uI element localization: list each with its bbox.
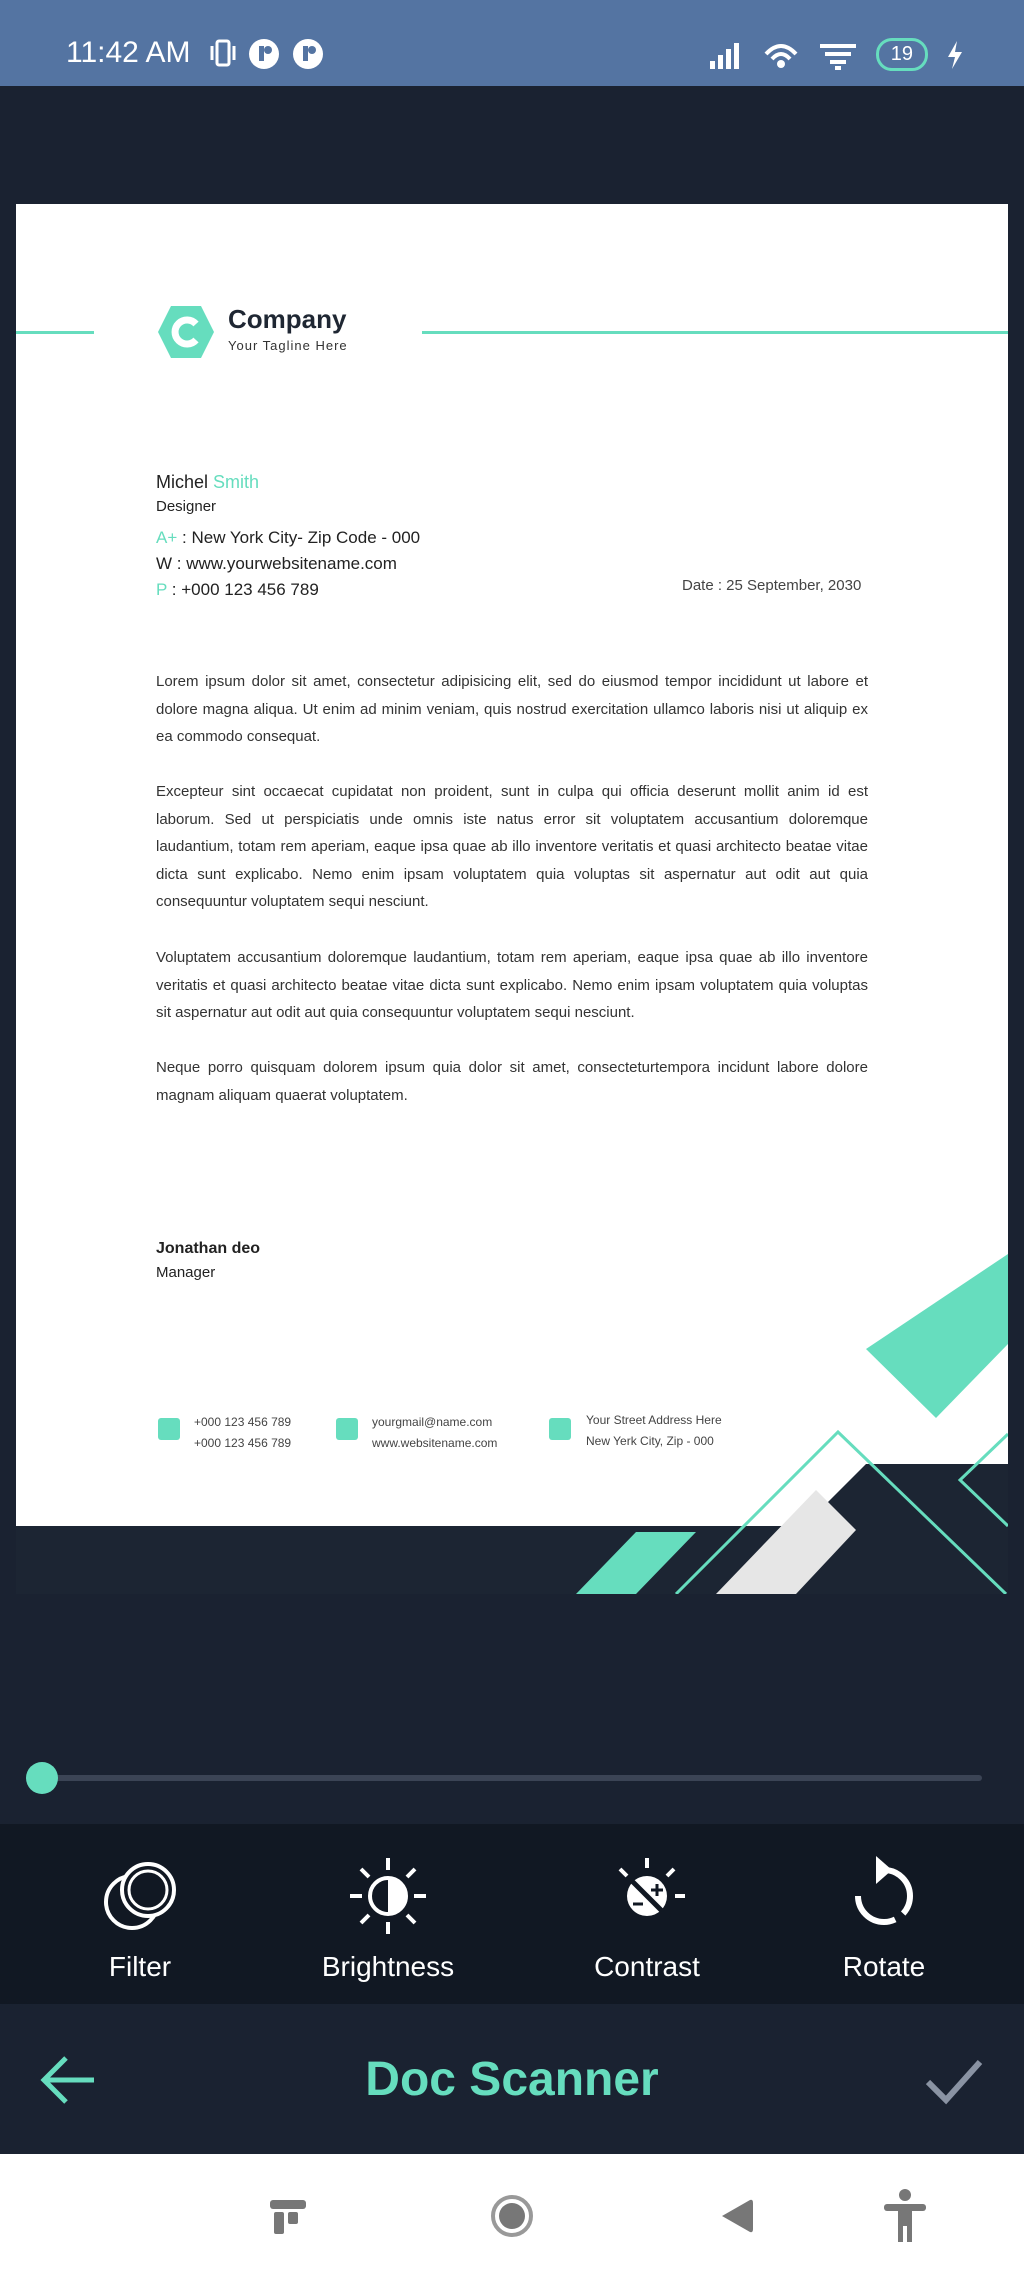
brightness-icon (346, 1854, 430, 1938)
footer-city: New Yerk City, Zip - 000 (586, 1434, 714, 1448)
footer-phone-1: +000 123 456 789 (194, 1415, 292, 1429)
company-logo-icon (156, 304, 216, 360)
filter-icon (98, 1854, 182, 1938)
body-paragraph-3: Voluptatem accusantium doloremque laudantium, totam rem aperiam, eaque ipsa quae ab illo inventore veritatis et quasi architecto beatae vitae dicta sunt explicabo. Nemo enim ipsam voluptatem quia voluptas sit aspernatur aut odit aut quia consequuntur voluptatem sequi nesciunt. (156, 949, 868, 1021)
status-time: 11:42 AM (66, 36, 191, 69)
sender-address (156, 528, 420, 548)
recent-apps-icon[interactable] (268, 2196, 308, 2236)
sender-name (156, 472, 259, 493)
company-name: Company (228, 304, 347, 334)
letter-date: Date : 25 September, 2030 (682, 577, 862, 594)
status-bar (0, 0, 1024, 86)
body-paragraph-2: Excepteur sint occaecat cupidatat non proident, sunt in culpa qui officia deserunt mollit anim id est laborum. Sed ut perspiciatis unde omnis iste natus error sit voluptatem accusantium doloremque laudantium, totam rem aperiam, eaque ipsa quae ab illo inventore veritatis et quasi architecto beatae vitae dicta sunt explicabo. Nemo enim ipsam voluptatem quia voluptas sit aspernatur aut odit aut quia consequuntur voluptatem sequi nesciunt. (156, 783, 868, 910)
address-prefix: A+ (156, 528, 178, 547)
tool-filter[interactable] (30, 1854, 250, 1983)
body-paragraph-4: Neque porro quisquam dolorem ipsum quia dolor sit amet, consecteturtempora incidunt labore dolore magnam aliquam quaerat voluptatem. (156, 1059, 868, 1104)
footer-email: yourgmail@name.com (372, 1415, 493, 1429)
footer-decoration (16, 1254, 1008, 1594)
tool-contrast[interactable] (537, 1854, 757, 1983)
company-tagline: Your Tagline Here (228, 338, 348, 353)
header-rule-right (422, 331, 1008, 334)
address-text: : New York City- Zip Code - 000 (182, 528, 421, 547)
wifi-icon (818, 40, 858, 70)
sender-title: Designer (156, 498, 217, 515)
body-paragraph-1: Lorem ipsum dolor sit amet, consectetur adipisicing elit, sed do eiusmod tempor incididunt ut labore et dolore magna aliqua. Ut enim ad minim veniam, quis nostrud exercitation ullamco laboris nisi ut aliquip ex ea commodo consequat. (156, 673, 868, 745)
sender-website: W : www.yourwebsitename.com (156, 554, 397, 573)
sender-last-name: Smith (213, 472, 260, 492)
tool-contrast-label: Contrast (594, 1951, 700, 1982)
signer-name: Jonathan deo (156, 1240, 261, 1257)
app-notification-icon (248, 38, 280, 70)
adjustment-slider-knob[interactable] (26, 1762, 58, 1794)
signer-title: Manager (156, 1264, 216, 1281)
hotspot-icon (762, 40, 800, 70)
rotate-icon (842, 1854, 926, 1938)
battery-indicator: 19 (876, 38, 928, 71)
footer-web: www.websitename.com (372, 1436, 498, 1450)
tool-filter-label: Filter (108, 1951, 172, 1982)
tool-brightness-label: Brightness (321, 1951, 455, 1982)
status-system-icons (708, 38, 964, 71)
footer-phone-2: +000 123 456 789 (194, 1436, 292, 1450)
signal-icon (708, 41, 744, 69)
vibrate-icon (210, 38, 236, 68)
sender-phone (156, 580, 319, 600)
home-button-icon[interactable] (490, 2194, 534, 2238)
charging-icon (946, 41, 964, 69)
sender-first-name: Michel (156, 472, 209, 492)
status-notification-icons (210, 38, 324, 70)
header-rule-left (16, 331, 94, 334)
back-nav-icon[interactable] (716, 2196, 756, 2236)
tool-rotate[interactable] (774, 1854, 994, 1983)
contrast-icon (605, 1854, 689, 1938)
phone-text: : +000 123 456 789 (171, 580, 319, 599)
app-notification-icon-2 (292, 38, 324, 70)
confirm-check-icon[interactable] (924, 2056, 984, 2106)
phone-prefix: P (156, 580, 168, 599)
scanned-document (16, 204, 1008, 1594)
tool-rotate-label: Rotate (842, 1951, 926, 1982)
adjustment-slider-track[interactable] (42, 1775, 982, 1781)
app-title: Doc Scanner (365, 2053, 659, 2106)
accessibility-icon[interactable] (880, 2188, 930, 2244)
footer-street: Your Street Address Here (586, 1413, 722, 1427)
tool-brightness[interactable] (278, 1854, 498, 1983)
